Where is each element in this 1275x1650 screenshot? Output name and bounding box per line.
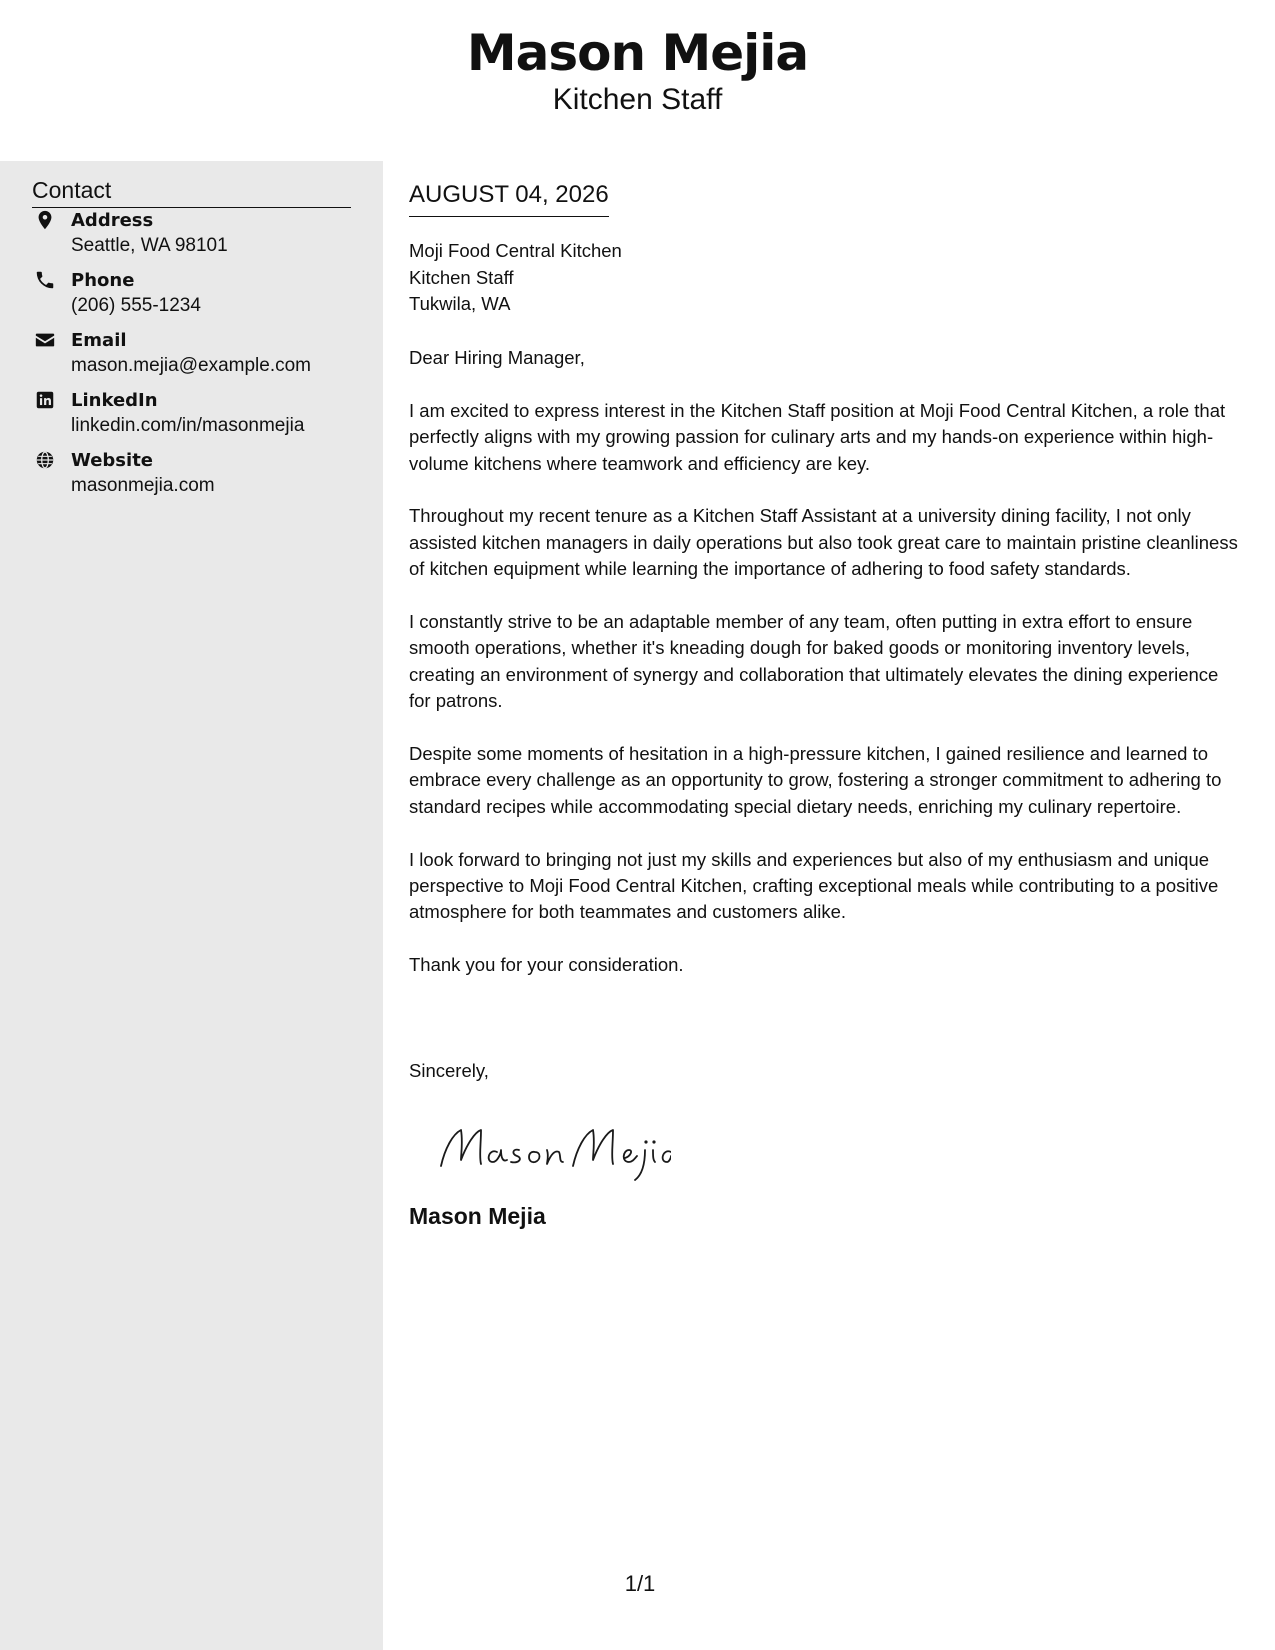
contact-value-email[interactable]: mason.mejia@example.com [71, 355, 311, 376]
contact-value-linkedin[interactable]: linkedin.com/in/masonmejia [71, 415, 305, 436]
paragraph: I look forward to bringing not just my skills and experiences but also of my enthusiasm and unique perspective to Moji Food Central Kitchen, crafting exceptional meals while contributing to a positive atmosphere for both teammates and customers alike. [409, 848, 1219, 923]
letter-header [0, 0, 1275, 161]
contact-value-website[interactable]: masonmejia.com [71, 475, 215, 496]
recipient-company: Moji Food Central Kitchen [409, 240, 622, 261]
contact-label-linkedin: LinkedIn [71, 390, 158, 411]
paragraph: I constantly strive to be an adaptable member of any team, often putting in extra effort to ensure smooth operations, whether it's kneading dough for baked goods or monitoring inventory levels, creating an environment of synergy and collaboration that ultimately elevates the dining experience for patrons. [409, 611, 1219, 712]
letter-text [409, 345, 1244, 1005]
contact-item-address [32, 209, 362, 265]
contact-label-email: Email [71, 330, 127, 351]
globe-icon [34, 449, 56, 471]
recipient-position: Kitchen Staff [409, 266, 514, 288]
contact-value-phone: (206) 555-1234 [71, 295, 201, 316]
paragraph: Despite some moments of hesitation in a high-pressure kitchen, I gained resilience and learned to embrace every challenge as an opportunity to grow, fostering a stronger commitment to adhering to standard recipes while accommodating special dietary needs, enriching my culinary repertoire. [409, 743, 1222, 817]
contact-label-address: Address [71, 210, 154, 231]
salutation: Dear Hiring Manager, [409, 347, 585, 368]
phone-icon [34, 269, 56, 291]
contact-label-website: Website [71, 450, 154, 471]
envelope-icon [34, 329, 56, 351]
contact-sidebar [0, 161, 383, 1650]
contact-label-phone: Phone [71, 270, 135, 291]
paragraph: I am excited to express interest in the Kitchen Staff position at Moji Food Central Kitchen, a role that perfectly aligns with my growing passion for culinary arts and my hands-on experience within high-volume kitchens where teamwork and efficiency are key. [409, 399, 1226, 474]
letter-date: AUGUST 04, 2026 [409, 179, 609, 217]
thank-you-line: Thank you for your consideration. [409, 954, 684, 976]
contact-item-email [32, 329, 362, 385]
contact-heading: Contact [32, 175, 351, 208]
applicant-name: Mason Mejia [466, 24, 809, 82]
handwritten-signature [431, 1108, 671, 1188]
contact-item-website [32, 449, 362, 505]
contact-item-linkedin [32, 389, 362, 445]
signed-name: Mason Mejia [409, 1203, 546, 1229]
contact-item-phone [32, 269, 362, 325]
closing: Sincerely, [409, 1060, 489, 1081]
contact-value-address: Seattle, WA 98101 [71, 235, 228, 256]
linkedin-icon [34, 389, 56, 411]
recipient-block [409, 238, 1249, 318]
page-number: 1/1 [624, 1571, 656, 1596]
paragraph: Throughout my recent tenure as a Kitchen Staff Assistant at a university dining facility, I not only assisted kitchen managers in daily operations but also took great care to maintain pristine cleanliness of kitchen equipment while learning the importance of adhering to food safety standards. [409, 505, 1238, 580]
letter-body [409, 161, 1249, 1650]
map-pin-icon [34, 209, 56, 231]
applicant-title: Kitchen Staff [552, 83, 723, 116]
recipient-location: Tukwila, WA [409, 293, 511, 314]
